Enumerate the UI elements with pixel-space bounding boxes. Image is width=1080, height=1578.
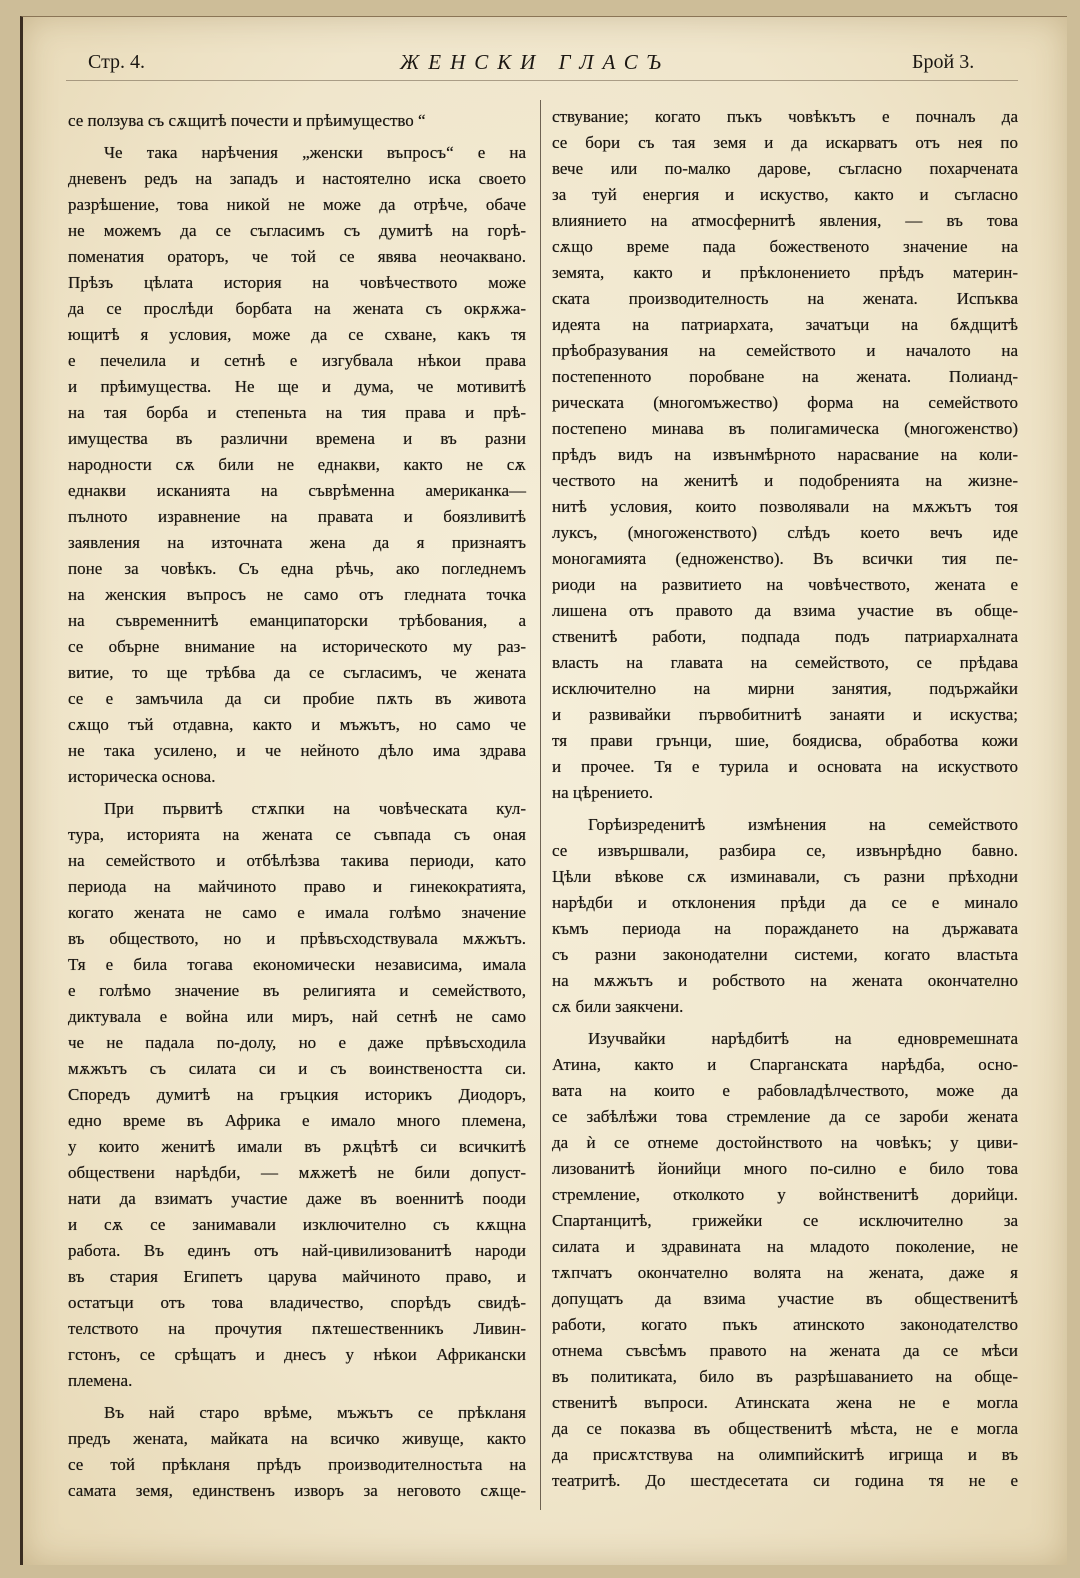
text-line: нати да взиматъ участие даже въ военнитѣ пооди — [68, 1189, 526, 1208]
text-line: на семейството и отбѣлѣзва такива периоди, като — [68, 851, 526, 870]
text-line: да се прослѣди борбата на жената съ окрѫжа- — [68, 299, 526, 318]
text-line: имущества въ различни времена и въ разни — [68, 429, 526, 448]
text-line: се обърне внимание на историческото му раз- — [68, 637, 526, 656]
text-line: и прочее. Тя е турила и основата на искуството — [552, 757, 1018, 776]
text-line: е голѣмо значение въ религията и семейството, — [68, 981, 526, 1000]
text-line: се е замъчила да си пробие пѫть въ живота — [68, 689, 526, 708]
text-line: ската производителность на жената. Испъква — [552, 289, 1018, 308]
text-line: къмъ периода на пораждането на държавата — [552, 919, 1018, 938]
text-line: на тая борба и степеньта на тия права и прѣ- — [68, 403, 526, 422]
text-line: сѫщо тъй отдавна, както и мъжътъ, но само че — [68, 715, 526, 734]
text-line: едно време въ Африка е имало много племена, — [68, 1111, 526, 1130]
text-line: чеството на женитѣ и подобренията на жизне- — [552, 471, 1018, 490]
text-line: се бори съ тая земя и да искарватъ отъ нея по — [552, 133, 1018, 152]
text-line: на съвременнитѣ еманципаторски трѣбования, а — [68, 611, 526, 630]
text-line: отнема съвсѣмъ правото на жената да се мѣси — [552, 1341, 1018, 1360]
text-line: земята, както и прѣклонението прѣдъ материн- — [552, 263, 1018, 282]
text-line: силата и здравината на младото поколение, не — [552, 1237, 1018, 1256]
paragraph — [552, 812, 1018, 1020]
text-line: не можемъ да се съгласимъ съ думитѣ на горѣ- — [68, 221, 526, 240]
text-line: вата на които е рабовладѣлчеството, може да — [552, 1081, 1018, 1100]
text-line: моногамията (едноженство). Въ всички тия пе- — [552, 549, 1018, 568]
text-line: не така усилено, и че нейното дѣло има здрава — [68, 741, 526, 760]
text-line: предъ жената, майката на всичко живуще, както — [68, 1429, 526, 1448]
text-line: съ разни законодателни системи, когато властьта — [552, 945, 1018, 964]
text-line: се извършвали, разбира се, извънрѣдно бавно. — [552, 841, 1018, 860]
text-line: че не падала по-долу, но е даже прѣвъсходила — [68, 1033, 526, 1052]
text-line: остатъци отъ това владичество, спорѣдъ свидѣ- — [68, 1293, 526, 1312]
text-line: идеята на патриархата, зачатъци на бѫдщитѣ — [552, 315, 1018, 334]
text-line: лишена отъ правото да взима участие въ обще- — [552, 601, 1018, 620]
text-line: се забѣлѣжи това стремление да се зароби жената — [552, 1107, 1018, 1126]
text-line: въ стария Египетъ царува майчиното право, и — [68, 1267, 526, 1286]
text-line: влиянието на атмосфернитѣ явления, — въ това — [552, 211, 1018, 230]
paragraph — [68, 108, 526, 134]
text-line: разрѣшение, това никой не може да отрѣче, обаче — [68, 195, 526, 214]
right-column — [552, 104, 1018, 1494]
text-line: се ползува съ сѫщитѣ почести и прѣимущество “ — [68, 111, 426, 130]
text-line: когато жената не само е имала голѣмо значение — [68, 903, 526, 922]
text-line: да ѝ се отнеме достойнството на човѣкъ; у циви- — [552, 1133, 1018, 1152]
text-line: дневенъ редъ на западъ и настоятелно иска своето — [68, 169, 526, 188]
text-line: поменатия ораторъ, че той се явява неочаквано. — [68, 247, 526, 266]
text-line: въ обществото, но и прѣвъсходствувала мѫжътъ. — [68, 929, 526, 948]
issue-number: Брой 3. — [912, 51, 975, 73]
text-line: ственитѣ работи, подпада подъ патриархалната — [552, 627, 1018, 646]
text-line: тѫпчатъ окончателно волята на жената, даже я — [552, 1263, 1018, 1282]
text-line: Цѣли вѣкове сѫ изминавали, съ разни прѣходни — [552, 867, 1018, 886]
text-line: исключително на мирни занятия, подържайки — [552, 679, 1018, 698]
text-line: самата земя, единственъ изворъ за неговото сѫще- — [68, 1481, 526, 1500]
text-line: ствувание; когато пъкъ човѣкътъ е почналъ да — [552, 107, 1018, 126]
text-line: диктувала е война или миръ, най сетнѣ не само — [68, 1007, 526, 1026]
text-line: Горѣизреденитѣ измѣнения на семейството — [588, 815, 1018, 834]
text-line: допущатъ да взима участие въ общественитѣ — [552, 1289, 1018, 1308]
text-line: Прѣзъ цѣлата история на човѣчеството може — [68, 273, 526, 292]
text-line: вече или по-малко дарове, съгласно похарчената — [552, 159, 1018, 178]
text-line: лизованитѣ йонийци много по-силно е било това — [552, 1159, 1018, 1178]
text-line: нитѣ условия, които позволявали на мѫжътъ тоя — [552, 497, 1018, 516]
paragraph — [552, 104, 1018, 806]
text-line: сѫ били заякчени. — [552, 997, 684, 1016]
paragraph — [68, 140, 526, 790]
text-line: у които женитѣ имали въ рѫцѣтѣ си всичкитѣ — [68, 1137, 526, 1156]
text-line: Спартанцитѣ, грижейки се исключително за — [552, 1211, 1018, 1230]
text-line: Атина, както и Спарганската нарѣдба, осно- — [552, 1055, 1018, 1074]
text-line: постепенното поробване на жената. Полианд- — [552, 367, 1018, 386]
text-line: сѫщо време пада божественото значение на — [552, 237, 1018, 256]
text-line: Тя е била тогава економически независима, имала — [68, 955, 526, 974]
text-line: да се показва въ общественитѣ мѣста, не е могла — [552, 1419, 1018, 1438]
text-line: мѫжътъ съ силата си и съ воинствеността си. — [68, 1059, 526, 1078]
text-line: риоди на развитието на човѣчеството, жената е — [552, 575, 1018, 594]
text-line: за туй енергия и искуство, както и съгласно — [552, 185, 1018, 204]
text-line: и развивайки първобитнитѣ занаяти и искуства; — [552, 705, 1018, 724]
text-line: на женския въпросъ не само отъ гледната точка — [68, 585, 526, 604]
text-line: еднакви исканията на съврѣменна американка— — [68, 481, 526, 500]
text-line: прѣдъ видъ на извънмѣрното нарасвание на коли- — [552, 445, 1018, 464]
paragraph — [552, 1026, 1018, 1494]
header-rule — [66, 80, 1018, 81]
text-line: власть на главата на семейството, се прѣдава — [552, 653, 1018, 672]
paragraph — [68, 1400, 526, 1504]
text-line: работа. Въ единъ отъ най-цивилизованитѣ народи — [68, 1241, 526, 1260]
text-line: и сѫ се занимавали изключително съ кѫщна — [68, 1215, 526, 1234]
text-line: ственитѣ въпроси. Атинската жена не е могла — [552, 1393, 1018, 1412]
text-line: витие, то ще трѣбва да се съгласимъ, че жената — [68, 663, 526, 682]
text-line: При първитѣ стѫпки на човѣческата кул- — [104, 799, 526, 818]
text-line: работи, когато пъкъ атинското законодателство — [552, 1315, 1018, 1334]
text-line: стремление, отколкото у войнственитѣ дорийци. — [552, 1185, 1018, 1204]
text-line: историческа основа. — [68, 767, 216, 786]
text-line: заявления на източната жена да я признаятъ — [68, 533, 526, 552]
text-line: народности сѫ били не еднакви, както не сѫ — [68, 455, 526, 474]
text-line: племена. — [68, 1371, 133, 1390]
page-number: Стр. 4. — [88, 51, 146, 73]
text-line: и прѣимущества. Не ще и дума, че мотивитѣ — [68, 377, 526, 396]
column-divider — [540, 100, 541, 1510]
paragraph — [68, 796, 526, 1394]
text-line: Въ най старо врѣме, мъжътъ се прѣкланя — [104, 1403, 526, 1422]
text-line: театритѣ. До шестдесетата си година тя не е — [552, 1471, 1018, 1490]
text-line: въ политиката, било въ разрѣшаванието на обще- — [552, 1367, 1018, 1386]
text-line: гстонъ, се срѣщатъ и днесъ у нѣкои Африкански — [68, 1345, 526, 1364]
text-line: тя прави грънци, шие, боядисва, обработва кожи — [552, 731, 1018, 750]
text-line: нарѣдби и отклонения прѣди да се е минало — [552, 893, 1018, 912]
text-line: луксъ, (многоженството) слѣдъ което вечъ иде — [552, 523, 1018, 542]
text-line: Изучвайки нарѣдбитѣ на едновремешната — [588, 1029, 1018, 1048]
left-column — [68, 108, 526, 1504]
text-line: поне за човѣкъ. Съ една рѣчь, ако погледнемъ — [68, 559, 526, 578]
text-line: на мѫжътъ и робството на жената окончателно — [552, 971, 1018, 990]
text-line: Споредъ думитѣ на гръцкия историкъ Диодоръ, — [68, 1085, 526, 1104]
text-line: Че така нарѣчения „женски въпросъ“ е на — [104, 143, 526, 162]
text-line: прѣобразувания на семейството и началото на — [552, 341, 1018, 360]
text-line: да присѫтствува на олимпийскитѣ игрища и въ — [552, 1445, 1018, 1464]
newspaper-title: ЖЕНСКИ ГЛАСЪ — [400, 50, 670, 74]
text-line: се той прѣкланя прѣдъ производителностьта на — [68, 1455, 526, 1474]
text-line: ющитѣ я условия, може да се схване, какъ тя — [68, 325, 526, 344]
text-line: пълното изравнение на правата и боязливитѣ — [68, 507, 526, 526]
text-line: е печелила и сетнѣ е изгубвала нѣкои права — [68, 351, 526, 370]
text-line: телството на прочутия пѫтешественникъ Ливин- — [68, 1319, 526, 1338]
text-line: на цѣрението. — [552, 783, 653, 802]
text-line: постепено минава въ полигамическа (многоженство) — [552, 419, 1018, 438]
text-line: рическата (многомъжество) форма на семейството — [552, 393, 1018, 412]
text-line: обществени нарѣдби, — мѫжетѣ не били допуст- — [68, 1163, 526, 1182]
text-line: тура, историята на жената се съвпада съ оная — [68, 825, 526, 844]
text-line: периода на майчиното право и гинекократията, — [68, 877, 526, 896]
